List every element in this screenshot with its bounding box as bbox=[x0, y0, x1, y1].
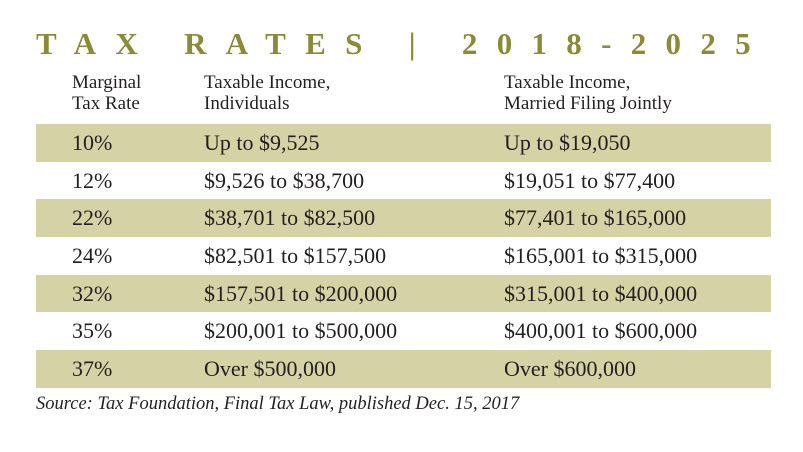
individuals-cell: $200,001 to $500,000 bbox=[204, 318, 398, 344]
source-note: Source: Tax Foundation, Final Tax Law, published Dec. 15, 2017 bbox=[36, 394, 520, 414]
joint-cell: Up to $19,050 bbox=[504, 130, 631, 155]
header-married-filing-jointly bbox=[504, 72, 672, 114]
header-line: Married Filing Jointly bbox=[504, 93, 672, 114]
joint-cell: $400,001 to $600,000 bbox=[504, 318, 698, 344]
table-row bbox=[36, 237, 771, 275]
table-row bbox=[36, 275, 771, 313]
individuals-cell: $157,501 to $200,000 bbox=[204, 280, 398, 306]
header-line: Taxable Income, bbox=[204, 72, 331, 93]
page-title: TAX RATES | 2018-2025 bbox=[36, 26, 770, 61]
tax-rate-table bbox=[36, 124, 771, 388]
joint-cell: $19,051 to $77,400 bbox=[504, 167, 676, 193]
rate-cell: 37% bbox=[72, 356, 113, 382]
table-row bbox=[36, 162, 771, 200]
table-row bbox=[36, 199, 771, 237]
rate-cell: 24% bbox=[72, 243, 113, 269]
table-row bbox=[36, 124, 771, 162]
joint-cell: $77,401 to $165,000 bbox=[504, 205, 687, 231]
rate-cell: 12% bbox=[72, 167, 113, 193]
header-line: Tax Rate bbox=[72, 93, 140, 114]
joint-cell: Over $600,000 bbox=[504, 356, 636, 382]
rate-cell: 22% bbox=[72, 205, 113, 231]
header-line: Taxable Income, bbox=[504, 72, 631, 93]
joint-cell: $315,001 to $400,000 bbox=[504, 280, 698, 306]
individuals-cell: $82,501 to $157,500 bbox=[204, 243, 387, 269]
header-individuals bbox=[204, 72, 330, 114]
rate-cell: 32% bbox=[72, 280, 113, 306]
individuals-cell: $38,701 to $82,500 bbox=[204, 205, 376, 231]
table-row bbox=[36, 312, 771, 350]
individuals-cell: Over $500,000 bbox=[204, 356, 336, 382]
individuals-cell: Up to $9,525 bbox=[204, 130, 320, 155]
individuals-cell: $9,526 to $38,700 bbox=[204, 167, 365, 193]
header-line: Marginal bbox=[72, 72, 142, 93]
rate-cell: 35% bbox=[72, 318, 113, 344]
table-row bbox=[36, 350, 771, 388]
table-header bbox=[0, 72, 803, 122]
header-marginal-tax-rate bbox=[72, 72, 141, 114]
rate-cell: 10% bbox=[72, 130, 113, 155]
header-line: Individuals bbox=[204, 93, 290, 114]
joint-cell: $165,001 to $315,000 bbox=[504, 243, 698, 269]
